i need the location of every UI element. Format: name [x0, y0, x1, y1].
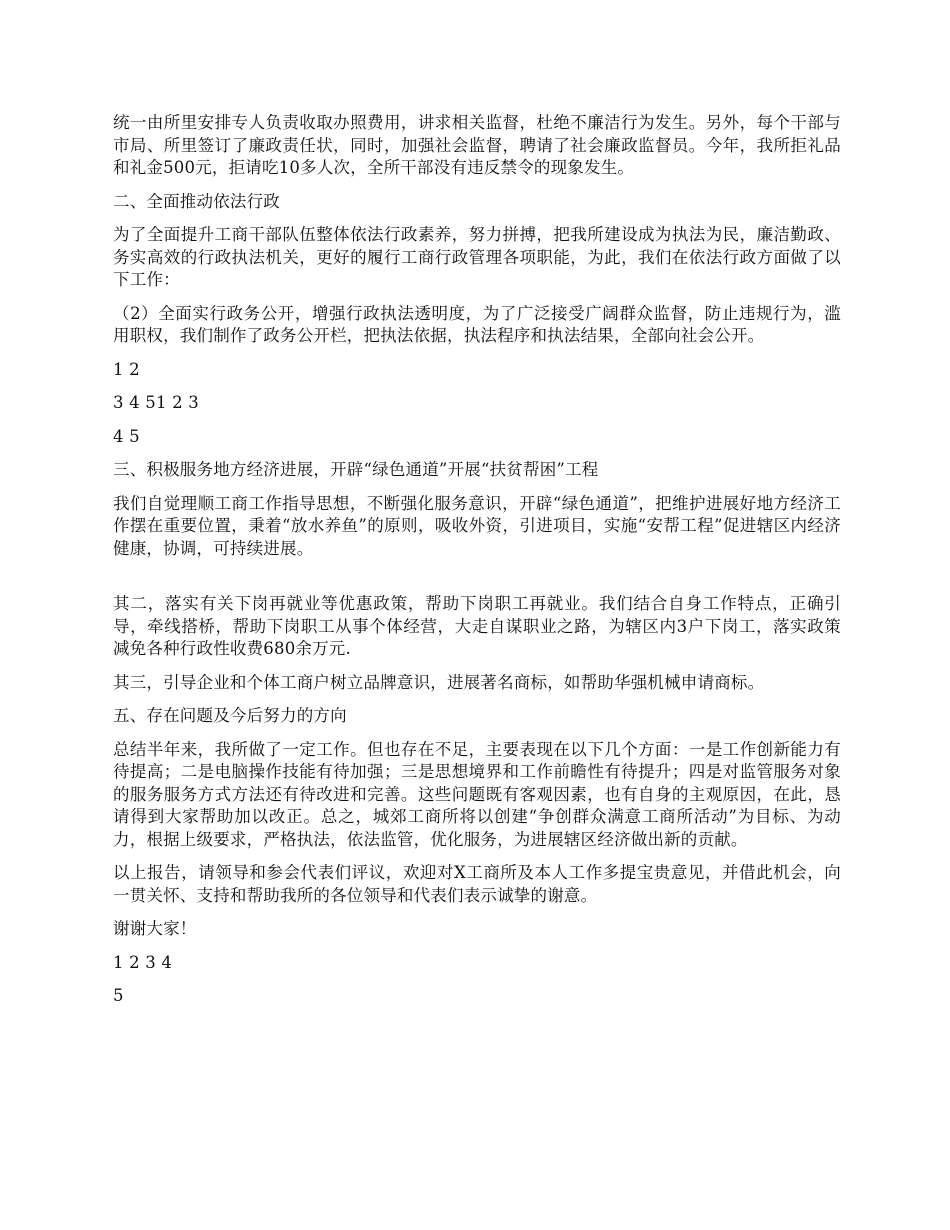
paragraph-item-2: （2）全面实行政务公开，增强行政执法透明度，为了广泛接受广阔群众监督，防止违规行为，滥用职权，我们制作了政务公开栏，把执法依据，执法程序和执法结果，全部向社会公开。 [113, 303, 841, 345]
page-number-line: 1 2 [113, 359, 140, 379]
page-number-line: 3 4 51 2 3 [113, 393, 199, 412]
paragraph-summary: 总结半年来，我所做了一定工作。但也存在不足，主要表现在以下几个方面：一是工作创新能力有待提高；二是电脑操作技能有待加强；三是思想境界和工作前瞻性有待提升；四是对监管服务对象的服务服务方式方法还有待改进和完善。这些问题既有客观因素，也有自身的主观原因，在此，恳请得到大家帮助加以改正。总之，城郊工商所将以创建“争创群众满意工商所活动”为目标、为动力，根据上级要求，严格执法，依法监管，优化服务，为进展辖区经济做出新的贡献。 [113, 739, 841, 849]
paragraph-section-2-body: 为了全面提升工商干部队伍整体依法行政素养，努力拼搏，把我所建设成为执法为民，廉洁勤政、务实高效的行政执法机关，更好的履行工商行政管理各项职能，为此，我们在依法行政方面做了以下工作： [113, 225, 841, 289]
heading-section-5: 五、存在问题及今后努力的方向 [113, 706, 347, 725]
paragraph-section-3-body: 我们自觉理顺工商工作指导思想，不断强化服务意识，开辟“绿色通道”，把维护进展好地方经济工作摆在重要位置，秉着“放水养鱼”的原则，吸收外资，引进项目，实施“安帮工程”促进辖区内经济健康，协调，可持续进展。 [113, 493, 841, 558]
heading-section-3: 三、积极服务地方经济进展，开辟“绿色通道”开展“扶贫帮困”工程 [113, 460, 599, 479]
paragraph-intro: 统一由所里安排专人负责收取办照费用，讲求相关监督，杜绝不廉洁行为发生。另外，每个干部与市局、所里签订了廉政责任状，同时，加强社会监督，聘请了社会廉政监督员。今年，我所拒礼品和礼金500元，拒请吃10多人次，全所干部没有违反禁令的现象发生。 [113, 113, 841, 177]
page-number-line: 5 [113, 986, 124, 1005]
paragraph-thanks: 谢谢大家！ [113, 919, 197, 938]
paragraph-third-point: 其三，引导企业和个体工商户树立品牌意识，进展著名商标，如帮助华强机械申请商标。 [113, 672, 765, 692]
paragraph-second-point: 其二，落实有关下岗再就业等优惠政策，帮助下岗职工再就业。我们结合自身工作特点，正确引导，牵线搭桥，帮助下岗职工从事个体经营，大走自谋职业之路，为辖区内3户下岗工，落实政策减免各种行政性收费680余万元. [113, 594, 841, 658]
page-number-line: 4 5 [113, 426, 140, 446]
paragraph-closing: 以上报告，请领导和参会代表们评议，欢迎对X工商所及本人工作多提宝贵意见，并借此机会，向一贯关怀、支持和帮助我所的各位领导和代表们表示诚挚的谢意。 [113, 863, 841, 905]
document-page [113, 112, 841, 1008]
heading-section-2: 二、全面推动依法行政 [113, 191, 280, 211]
page-number-line: 1 2 3 4 [113, 952, 173, 972]
